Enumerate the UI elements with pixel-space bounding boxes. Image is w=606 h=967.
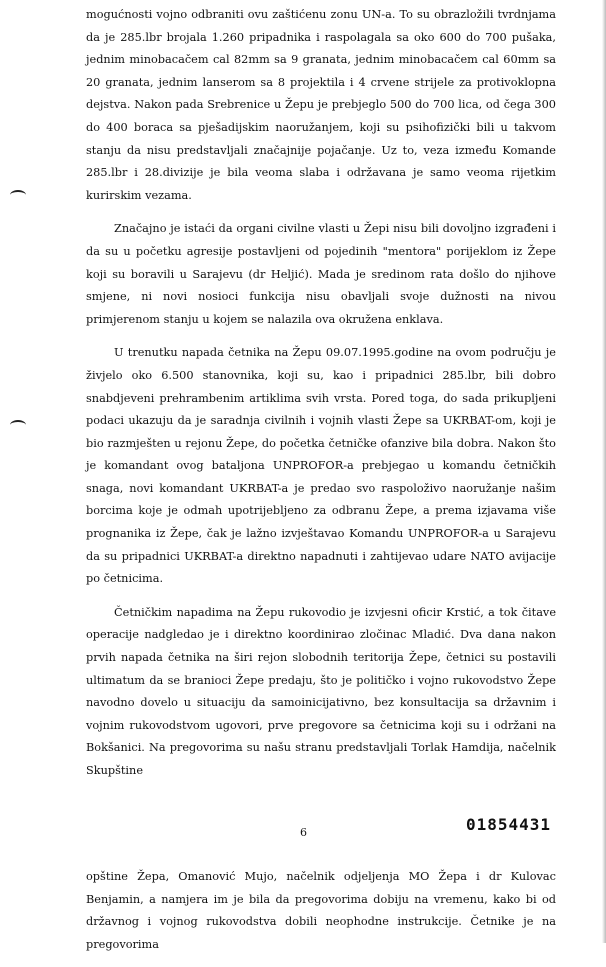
paragraph-continuation: opštine Žepa, Omanović Mujo, načelnik odjeljenja MO Žepa i dr Kulovac Benjamin, a namjera im je bila da pregovorima dobiju na vremenu, kako bi od državnog i vojnog rukovodstva dobili neophodne instrukcije. Četnike je na pregovorima bbox=[86, 870, 556, 951]
document-id-stamp: 01854431 bbox=[466, 815, 552, 834]
page-number: 6 bbox=[300, 826, 307, 839]
upper-text-block bbox=[86, 4, 556, 794]
punch-hole-mark-top bbox=[10, 190, 26, 200]
punch-hole-mark-bottom bbox=[10, 420, 26, 430]
paragraph-2: Značajno je istaći da organi civilne vlasti u Žepi nisu bili dovoljno izgrađeni i da su u početku agresije postavljeni od pojedinih "mentora" porijeklom iz Žepe koji su boravili u Sarajevu (dr Heljić). Mada je sredinom rata došlo do njihove smjene, ni novi nosioci funkcija nisu obavljali svoje dužnosti na nivou primjerenom stanju u kojem se nalazila ova okružena enklava. bbox=[86, 222, 556, 326]
lower-text-block bbox=[86, 866, 556, 967]
scan-edge-shadow bbox=[602, 0, 606, 943]
paragraph-3: U trenutku napada četnika na Žepu 09.07.1995.godine na ovom području je živjelo oko 6.500 stanovnika, koji su, kao i pripadnici 285.lbr, bili dobro snabdjeveni prehrambenim artiklima svih vrsta. Pored toga, do sada prikupljeni podaci ukazuju da je saradnja civilnih i vojnih vlasti Žepe sa UKRBAT-om, koji je bio razmješten u rejonu Žepe, do početka četničke ofanzive bila dobra. Nakon što je komandant ovog bataljona UNPROFOR-a prebjegao u komandu četničkih snaga, novi komandant UKRBAT-a je predao svo raspoloživo naoružanje našim borcima koje je odmah upotrijebljeno za odbranu Žepe, a prema izjavama više prognanika iz Žepe, čak je lažno izvještavao Komandu UNPROFOR-a u Sarajevu da su pripadnici UKRBAT-a direktno napadnuti i zahtijevao udare NATO avijacije po četnicima. bbox=[86, 346, 556, 586]
paragraph-1: mogućnosti vojno odbraniti ovu zaštićenu zonu UN-a. To su obrazložili tvrdnjama da je 285.lbr brojala 1.260 pripadnika i raspolagala sa oko 600 do 700 pušaka, jednim minobacačem cal 82mm sa 9 granata, jednim minobacačem cal 60mm sa 20 granata, jednim lanserom sa 8 projektila i 4 crvene strijele za protivoklopna dejstva. Nakon pada Srebrenice u Žepu je prebjeglo 500 do 700 lica, od čega 300 do 400 boraca sa pješadijskim naoružanjem, koji su psihofizički bili u takvom stanju da nisu predstavljali značajnije pojačanje. Uz to, veza između Komande 285.lbr i 28.divizije je bila veoma slaba i održavana je samo veoma rijetkim kurirskim vezama. bbox=[86, 8, 556, 202]
paragraph-4: Četničkim napadima na Žepu rukovodio je izvjesni oficir Krstić, a tok čitave operacije nadgledao je i direktno koordinirao zločinac Mladić. Dva dana nakon prvih napada četnika na širi rejon slobodnih teritorija Žepe, četnici su postavili ultimatum da se branioci Žepe predaju, što je političko i vojno rukovodstvo Žepe navodno dovelo u situaciju da samoinicijativno, bez konsultacija sa državnim i vojnim rukovodstvom ugovori, prve pregovore sa četnicima koji su i održani na Bokšanici. Na pregovorima su našu stranu predstavljali Torlak Hamdija, načelnik Skupštine bbox=[86, 605, 556, 777]
